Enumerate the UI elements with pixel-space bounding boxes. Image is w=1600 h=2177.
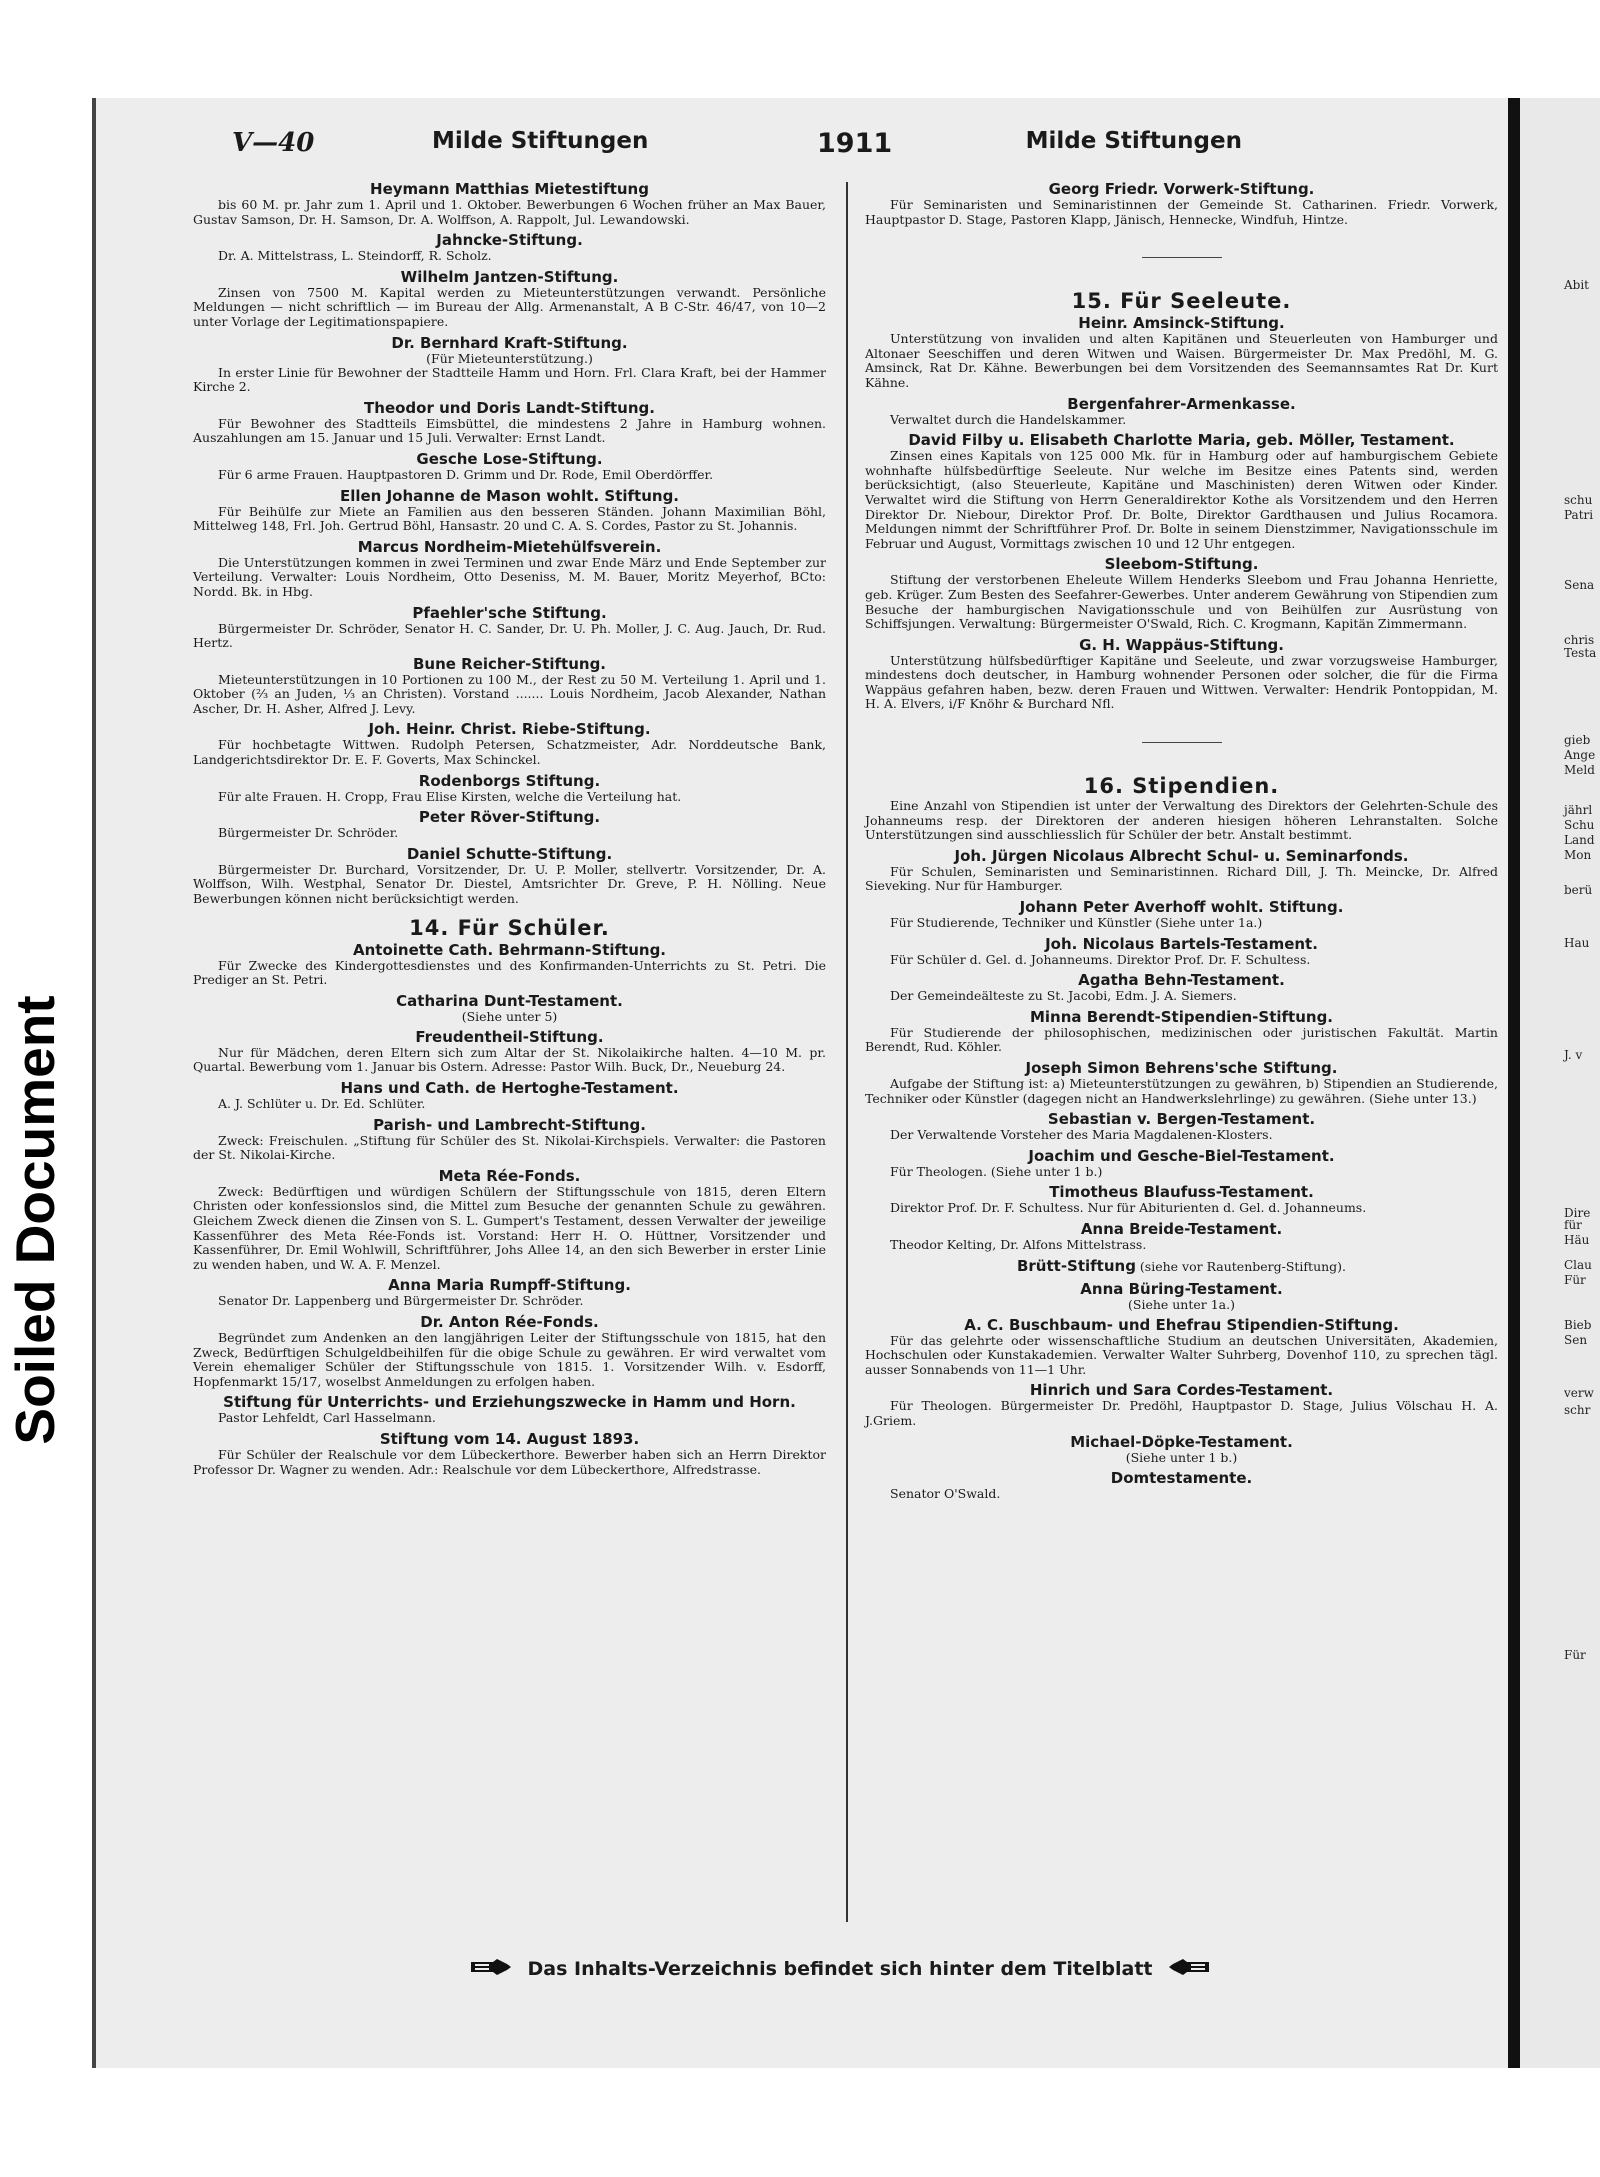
foundation-entry <box>193 334 826 395</box>
foundation-entry <box>193 1430 826 1477</box>
foundation-entry <box>193 1393 826 1426</box>
running-head-right: Milde Stiftungen <box>1025 128 1242 154</box>
soiled-document-label: Soiled Document <box>4 995 66 1445</box>
entry-title: Georg Friedr. Vorwerk-Stiftung. <box>1048 180 1315 198</box>
entry-subtitle: (Siehe unter 1a.) <box>1128 1296 1235 1312</box>
adjacent-page-text: Mon <box>1564 848 1592 862</box>
footer-notice <box>450 1958 1230 1988</box>
entry-body: Dr. A. Mittelstrass, L. Steindorff, R. Scholz. <box>218 248 492 264</box>
foundation-entry <box>865 971 1498 1004</box>
foundation-entry <box>865 1110 1498 1143</box>
book-gutter <box>1508 98 1520 2068</box>
adjacent-page-text: Abit <box>1564 278 1590 292</box>
entry-body: Für Bewohner des Stadtteils Eimsbüttel, die mindestens 2 Jahre in Hamburg wohnen. Auszahlungen am 15. Januar und 15 Juli. Verwalter: Ernst Landt. <box>193 415 826 446</box>
entry-title: Wilhelm Jantzen-Stiftung. <box>400 267 619 286</box>
adjacent-page-text: verw <box>1564 1386 1594 1400</box>
entry-body: Für Beihülfe zur Miete an Familien aus den besseren Ständen. Johann Maximilian Böhl, Mittelweg 148, Frl. Joh. Gertrud Böhl, Hansastr. 20 und C. A. S. Cordes, Pastor zu St. Johannis. <box>193 503 826 534</box>
entry-title: Antoinette Cath. Behrmann-Stiftung. <box>352 940 666 959</box>
entry-body: Für Theologen. Bürgermeister Dr. Predöhl, Hauptpastor D. Stage, Julius Völschau H. A. J.Griem. <box>865 1398 1498 1428</box>
entry-body: Für Seminaristen und Seminaristinnen der Gemeinde St. Catharinen. Friedr. Vorwerk, Hauptpastor D. Stage, Pastoren Klapp, Jänisch, Hennecke, Windfuh, Hintze. <box>865 197 1498 227</box>
entry-title: Rodenborgs Stiftung. <box>418 771 601 790</box>
entry-body: Bürgermeister Dr. Schröder, Senator H. C. Sander, Dr. U. Ph. Moller, J. C. Aug. Jauch, Dr. Rud. Hertz. <box>193 620 826 651</box>
adjacent-page-text: Dire <box>1564 1206 1591 1220</box>
left-column <box>193 180 826 1481</box>
section-heading: 14. Für Schüler. <box>409 915 610 940</box>
adjacent-page-text: Sena <box>1564 578 1595 592</box>
adjacent-page-text: Schu <box>1564 818 1595 832</box>
entry-title: Anna Büring-Testament. <box>1080 1279 1283 1298</box>
entry-title: Brütt-Stiftung (siehe vor Rautenberg-Stiftung). <box>1016 1256 1347 1275</box>
foundation-entry <box>865 1059 1498 1106</box>
foundation-entry <box>193 1028 826 1075</box>
entry-body: Zinsen eines Kapitals von 125 000 Mk. für in Hamburg oder auf hamburgischem Gebiete wohnhafte hülfsbedürftige Seeleute. Nur welche im Besitze eines Patents sind, werden berücksichtigt, (also Steuerleute, Kapitäne und Maschinisten) deren Witwen oder Kinder. Verwaltet wird die Stiftung von Herrn Generaldirektor Kothe als Vorsitzendem und den Herren Direktor Dr. Niebour, Direktor Prof. Dr. Bolte, Direktor Gardthausen und Julius Rocamora. Meldungen nimmt der Schriftführer Prof. Dr. Bolte in seinem Dienstzimmer, Navigationsschule im Februar und August, Vormittags zwischen 10 und 12 Uhr entgegen. <box>865 448 1498 551</box>
entry-title: Dr. Bernhard Kraft-Stiftung. <box>391 333 628 352</box>
entry-body: Für Schüler der Realschule vor dem Lübeckerthore. Bewerber haben sich an Herrn Direktor Professor Dr. Wagner zu wenden. Adr.: Realschule vor dem Lübeckerthore, Alfredstrasse. <box>193 1446 826 1477</box>
entry-title: Daniel Schutte-Stiftung. <box>406 844 613 863</box>
adjacent-page-text: Testa <box>1564 646 1597 660</box>
entry-title: Stiftung für Unterrichts- und Erziehungszwecke in Hamm und Horn. <box>223 1393 796 1412</box>
entry-body: Für das gelehrte oder wissenschaftliche Studium an deutschen Universitäten, Akademien, Hochschulen oder Kunstakademien. Verwalter Walter Suhrberg, Dovenhof 110, zu sprechen tägl. ausser Sonnabends von 11—1 Uhr. <box>865 1332 1498 1377</box>
entry-body: Für Studierende, Techniker und Künstler (Siehe unter 1a.) <box>890 915 1263 931</box>
page-header <box>232 128 1242 160</box>
entry-body: Zweck: Bedürftigen und würdigen Schülern der Stiftungsschule von 1815, deren Eltern Christen oder konfessionslos sind, die Mittel zum Besuche der genannten Schule zu gewähren. Gleichem Zweck dienen die Zinsen von S. L. Gumpert's Testament, dessen Verwalter der jeweilige Kassenführer des Meta Rée-Fonds ist. Vorstand: Herr H. O. Hüttner, Vorsitzender und Kassenführer, Dr. Emil Wohlwill, Schriftführer, Johs Allee 14, an den sich Bewerber in erster Linie zu wenden haben, und W. A. F. Menzel. <box>193 1183 826 1272</box>
foundation-entry <box>193 268 826 330</box>
entry-subtitle: (Für Mieteunterstützung.) <box>426 350 593 366</box>
adjacent-page-text: Patri <box>1564 508 1594 522</box>
foundation-entry <box>865 1316 1498 1378</box>
entry-body: Der Verwaltende Vorsteher des Maria Magdalenen-Klosters. <box>890 1127 1273 1143</box>
entry-title: Bergenfahrer-Armenkasse. <box>1067 394 1296 413</box>
foundation-entry <box>865 1147 1498 1180</box>
entry-title: Hans und Cath. de Hertoghe-Testament. <box>340 1079 679 1097</box>
foundation-entry <box>193 808 826 841</box>
entry-title: Freudentheil-Stiftung. <box>415 1027 604 1046</box>
foundation-entry <box>865 395 1498 428</box>
year-heading: 1911 <box>817 128 893 159</box>
entry-body: Stiftung der verstorbenen Eheleute Willem Henderks Sleebom und Frau Johanna Henriette, geb. Krüger. Zum Besten des Seefahrer-Gewerbes. Unter anderem Gewährung von Stipendien zum Besuche der hamburgischen Navigationsschule und von Beihülfen zur Ausrüstung von Schiffsjungen. Verwaltung: Bürgermeister O'Swald, Rich. C. Krogmann, Kapitän Zimmermann. <box>865 572 1498 632</box>
section-divider <box>1142 742 1222 743</box>
foundation-entry <box>193 538 826 600</box>
foundation-entry <box>193 720 826 767</box>
soiled-document-stamp <box>0 995 70 1445</box>
entry-title: Catharina Dunt-Testament. <box>396 991 623 1010</box>
entry-body: Zweck: Freischulen. „Stiftung für Schüler des St. Nikolai-Kirchspiels. Verwalter: die Pastoren der St. Nikolai-Kirche. <box>193 1132 826 1163</box>
column-divider <box>846 182 848 1922</box>
entry-title: Bune Reicher-Stiftung. <box>412 654 607 673</box>
adjacent-page-text: Meld <box>1564 763 1595 777</box>
entry-title: Joh. Heinr. Christ. Riebe-Stiftung. <box>368 720 651 739</box>
foundation-entry <box>865 1433 1498 1465</box>
adjacent-page-text: Hau <box>1564 936 1590 950</box>
entry-title: Marcus Nordheim-Mietehülfsverein. <box>357 537 662 556</box>
right-column <box>865 180 1498 1505</box>
entry-title: Peter Röver-Stiftung. <box>418 808 601 827</box>
entry-title: Sleebom-Stiftung. <box>1104 555 1259 574</box>
foundation-entry <box>865 180 1498 227</box>
adjacent-page-text: Clau <box>1564 1258 1592 1272</box>
adjacent-page-fragment <box>1520 98 1600 2068</box>
entry-body: Bürgermeister Dr. Schröder. <box>218 825 399 841</box>
entry-body: bis 60 M. pr. Jahr zum 1. April und 1. Oktober. Bewerbungen 6 Wochen früher an Max Bauer, Gustav Samson, Dr. H. Samson, Dr. A. Wolffson, A. Rappolt, Jul. Lewandowski. <box>193 197 826 227</box>
entry-body: Für Zwecke des Kindergottesdienstes und des Konfirmanden-Unterrichts zu St. Petri. Die Prediger an St. Petri. <box>193 957 826 988</box>
foundation-entry <box>865 636 1498 712</box>
foundation-entry <box>865 935 1498 968</box>
foundation-entry <box>193 1116 826 1163</box>
foundation-entry <box>865 1469 1498 1502</box>
entry-title: Agatha Behn-Testament. <box>1078 971 1285 990</box>
entry-body: Für alte Frauen. H. Cropp, Frau Elise Kirsten, welche die Verteilung hat. <box>218 788 682 804</box>
entry-body: Der Gemeindeälteste zu St. Jacobi, Edm. J. A. Siemers. <box>890 988 1237 1004</box>
adjacent-page-text: für <box>1564 1218 1582 1232</box>
entry-title: Joh. Nicolaus Bartels-Testament. <box>1045 934 1318 953</box>
adjacent-page-text: schu <box>1564 493 1593 507</box>
adjacent-page-text: J. v <box>1564 1048 1583 1062</box>
entry-body: Mieteunterstützungen in 10 Portionen zu 100 M., der Rest zu 50 M. Verteilung 1. April und 1. Oktober (⅔ an Juden, ⅓ an Christen). Vorstand ....... Louis Nordheim, Jacob Alexander, Nathan Ascher, Dr. H. Asher, Alfred J. Levy. <box>193 671 826 716</box>
foundation-entry <box>865 1257 1498 1276</box>
foundation-entry <box>193 399 826 446</box>
entry-subtitle: (Siehe unter 1 b.) <box>1125 1449 1238 1465</box>
entry-title: Joachim und Gesche-Biel-Testament. <box>1028 1146 1335 1165</box>
entry-body: Verwaltet durch die Handelskammer. <box>890 411 1127 427</box>
adjacent-page-text: Bieb <box>1564 1318 1592 1332</box>
entry-body: Begründet zum Andenken an den langjährigen Leiter der Stiftungsschule von 1815, hat den Zweck, Bedürftigen Schulgeldbeihilfen für die obige Schule zu gewähren. Er wird verwaltet vom Verein ehemaliger Schüler der Stiftungsschule von 1815. 1. Vorsitzender Wilh. v. Esdorff, Hopfenmarkt 15/17, woselbst Anmeldungen zu erfolgen haben. <box>193 1329 826 1389</box>
entry-title: David Filby u. Elisabeth Charlotte Maria, geb. Möller, Testament. <box>908 431 1455 450</box>
entry-title: Johann Peter Averhoff wohlt. Stiftung. <box>1019 898 1344 917</box>
entry-body: A. J. Schlüter u. Dr. Ed. Schlüter. <box>218 1096 426 1111</box>
foundation-entry <box>193 992 826 1024</box>
foundation-entry <box>865 799 1498 843</box>
entry-title: G. H. Wappäus-Stiftung. <box>1079 635 1284 654</box>
entry-body: Senator Dr. Lappenberg und Bürgermeister Dr. Schröder. <box>218 1293 584 1309</box>
entry-title: Timotheus Blaufuss-Testament. <box>1049 1183 1314 1202</box>
entry-body: Unterstützung von invaliden und alten Kapitänen und Steuerleuten von Hamburger und Altonaer Seeschiffen und deren Witwen und Waisen. Bürgermeister Dr. Max Predöhl, M. G. Amsinck, Rat Dr. Kähne. Bewerbungen bei dem Vorsitzenden des Seemannsamtes Rat Dr. Kurt Kähne. <box>865 331 1498 390</box>
entry-body: Theodor Kelting, Dr. Alfons Mittelstrass. <box>890 1236 1147 1252</box>
entry-title: Theodor und Doris Landt-Stiftung. <box>364 398 655 417</box>
entry-title: Gesche Lose-Stiftung. <box>416 449 603 468</box>
running-head-left: Milde Stiftungen <box>432 128 649 154</box>
page-number: V—40 <box>232 128 315 158</box>
adjacent-page-text: Für <box>1564 1648 1586 1662</box>
entry-title: Domtestamente. <box>1110 1468 1253 1487</box>
pointing-hand-right-icon <box>471 1958 511 1981</box>
entry-title: Heinr. Amsinck-Stiftung. <box>1078 314 1285 333</box>
foundation-entry <box>193 845 826 907</box>
entry-body: Für Schüler d. Gel. d. Johanneums. Direktor Prof. Dr. F. Schultess. <box>890 951 1311 967</box>
adjacent-page-text: Für <box>1564 1273 1586 1287</box>
adjacent-page-text: schr <box>1564 1403 1591 1417</box>
entry-title: Meta Rée-Fonds. <box>438 1166 581 1185</box>
footer-text: Das Inhalts-Verzeichnis befindet sich hinter dem Titelblatt <box>527 1958 1153 1980</box>
foundation-entry <box>193 180 826 227</box>
foundation-entry <box>193 1079 826 1112</box>
entry-body: Senator O'Swald. <box>890 1485 1001 1501</box>
entry-title: Anna Maria Rumpff-Stiftung. <box>388 1276 631 1295</box>
entry-title: Ellen Johanne de Mason wohlt. Stiftung. <box>339 486 680 505</box>
entry-title: Hinrich und Sara Cordes-Testament. <box>1029 1381 1334 1400</box>
entry-title: Michael-Döpke-Testament. <box>1070 1432 1293 1451</box>
entry-body: Eine Anzahl von Stipendien ist unter der Verwaltung des Direktors der Gelehrten-Schule des Johanneums resp. der Direktoren der anderen hiesigen höheren Lehranstalten. Solche Unterstützungen sind ausschliesslich für Schüler der betr. Anstalt bestimmt. <box>865 798 1498 843</box>
entry-subtitle: (Siehe unter 5) <box>461 1008 558 1024</box>
entry-body: Für Studierende der philosophischen, medizinischen oder juristischen Fakultät. Martin Berendt, Rud. Köhler. <box>865 1024 1498 1055</box>
foundation-entry <box>193 450 826 483</box>
foundation-entry <box>193 487 826 534</box>
entry-title: Minna Berendt-Stipendien-Stiftung. <box>1029 1007 1334 1026</box>
entry-title: Stiftung vom 14. August 1893. <box>379 1429 640 1448</box>
foundation-entry <box>865 1280 1498 1312</box>
entry-body: Unterstützung hülfsbedürftiger Kapitäne und Seeleute, und zwar vorzugsweise Hamburger, mindestens doch deutscher, in Hamburg wohnender Personen oder solcher, die für die Firma Wappäus gefahren haben, bezw. deren Frauen und Wittwen. Verwalter: Hendrik Pontoppidan, M. H. A. Elvers, i/F Knöhr & Burchard Nfl. <box>865 652 1498 712</box>
entry-title: Joh. Jürgen Nicolaus Albrecht Schul- u. Seminarfonds. <box>954 846 1409 865</box>
pointing-hand-left-icon <box>1169 1958 1209 1981</box>
entry-body: Für Schulen, Seminaristen und Seminaristinnen. Richard Dill, J. Th. Meincke, Dr. Alfred Sieveking. Nur für Hamburger. <box>865 863 1498 894</box>
foundation-entry <box>193 1276 826 1309</box>
entry-body: Für 6 arme Frauen. Hauptpastoren D. Grimm und Dr. Rode, Emil Oberdörffer. <box>218 466 714 482</box>
foundation-entry <box>865 1183 1498 1216</box>
entry-body: Zinsen von 7500 M. Kapital werden zu Mieteunterstützungen verwandt. Persönliche Meldungen — nicht schriftlich — im Bureau der Allg. Armenanstalt, A B C-Str. 46/47, von 10—2 unter Vorlage der Legitimationspapiere. <box>193 284 826 329</box>
adjacent-page-text: Sen <box>1564 1333 1588 1347</box>
entry-body: Direktor Prof. Dr. F. Schultess. Nur für Abiturienten d. Gel. d. Johanneums. <box>890 1200 1367 1216</box>
foundation-entry <box>865 431 1498 551</box>
entry-title: Anna Breide-Testament. <box>1080 1219 1283 1238</box>
foundation-entry <box>193 772 826 805</box>
entry-body: Nur für Mädchen, deren Eltern sich zum Altar der St. Nikolaikirche halten. 4—10 M. pr. Quartal. Bewerbung vom 1. Januar bis Ostern. Adresse: Pastor Wilh. Buck, Dr., Neueburg 24. <box>193 1044 826 1075</box>
foundation-entry <box>865 898 1498 931</box>
foundation-entry <box>193 941 826 988</box>
section-divider <box>1142 257 1222 258</box>
adjacent-page-text: Land <box>1564 833 1595 847</box>
adjacent-page-text: jährl <box>1564 803 1593 817</box>
entry-title: Jahncke-Stiftung. <box>436 231 583 250</box>
entry-title: A. C. Buschbaum- und Ehefrau Stipendien-Stiftung. <box>964 1315 1399 1334</box>
entry-body: Die Unterstützungen kommen in zwei Terminen und zwar Ende März und Ende September zur Verteilung. Verwalter: Louis Nordheim, Otto Deseniss, M. M. Bauer, Moritz Meyerhof, BCto: Nordd. Bk. in Hbg. <box>193 554 826 599</box>
entry-body: Für hochbetagte Wittwen. Rudolph Petersen, Schatzmeister, Adr. Norddeutsche Bank, Landgerichtsdirektor Dr. E. F. Goverts, Max Schinckel. <box>193 737 826 768</box>
adjacent-page-text: Häu <box>1564 1233 1590 1247</box>
entry-body: In erster Linie für Bewohner der Stadtteile Hamm und Horn. Frl. Clara Kraft, bei der Hammer Kirche 2. <box>193 364 826 395</box>
entry-body: Aufgabe der Stiftung ist: a) Mieteunterstützungen zu gewähren, b) Stipendien an Studierende, Techniker oder Künstler (dagegen nicht an Handwerkslehrlinge) zu gewähren. (Siehe unter 13.) <box>865 1076 1498 1106</box>
entry-title: Dr. Anton Rée-Fonds. <box>420 1312 599 1331</box>
foundation-entry <box>193 231 826 264</box>
entry-title: Pfaehler'sche Stiftung. <box>412 603 607 622</box>
entry-title: Joseph Simon Behrens'sche Stiftung. <box>1025 1059 1338 1077</box>
section-heading: 16. Stipendien. <box>1083 774 1280 799</box>
entry-title: Parish- und Lambrecht-Stiftung. <box>373 1115 646 1134</box>
foundation-entry <box>193 604 826 651</box>
adjacent-page-text: berü <box>1564 883 1593 897</box>
adjacent-page-text: chris <box>1564 633 1595 647</box>
adjacent-page-text: Ange <box>1564 748 1596 762</box>
foundation-entry <box>193 1313 826 1389</box>
foundation-entry <box>865 314 1498 390</box>
entry-title: Heymann Matthias Mietestiftung <box>370 180 649 198</box>
foundation-entry <box>193 655 826 717</box>
entry-title: Sebastian v. Bergen-Testament. <box>1047 1110 1316 1129</box>
entry-title-note: (siehe vor Rautenberg-Stiftung). <box>1135 1258 1347 1274</box>
entry-body: Pastor Lehfeldt, Carl Hasselmann. <box>218 1410 436 1426</box>
foundation-entry <box>865 1381 1498 1428</box>
entry-body: Für Theologen. (Siehe unter 1 b.) <box>890 1163 1103 1179</box>
section-heading: 15. Für Seeleute. <box>1071 289 1292 314</box>
foundation-entry <box>865 555 1498 631</box>
foundation-entry <box>865 847 1498 894</box>
foundation-entry <box>865 1220 1498 1253</box>
page-left-edge <box>92 98 96 2068</box>
foundation-entry <box>193 1167 826 1273</box>
foundation-entry <box>865 1008 1498 1055</box>
adjacent-page-text: gieb <box>1564 733 1591 747</box>
entry-body: Bürgermeister Dr. Burchard, Vorsitzender, Dr. U. P. Moller, stellvertr. Vorsitzender, Dr. A. Wolffson, Wilh. Westphal, Senator Dr. Diestel, Amtsrichter Dr. Greve, P. H. Nölling. Neue Bewerbungen können nicht berücksichtigt werden. <box>193 861 826 907</box>
